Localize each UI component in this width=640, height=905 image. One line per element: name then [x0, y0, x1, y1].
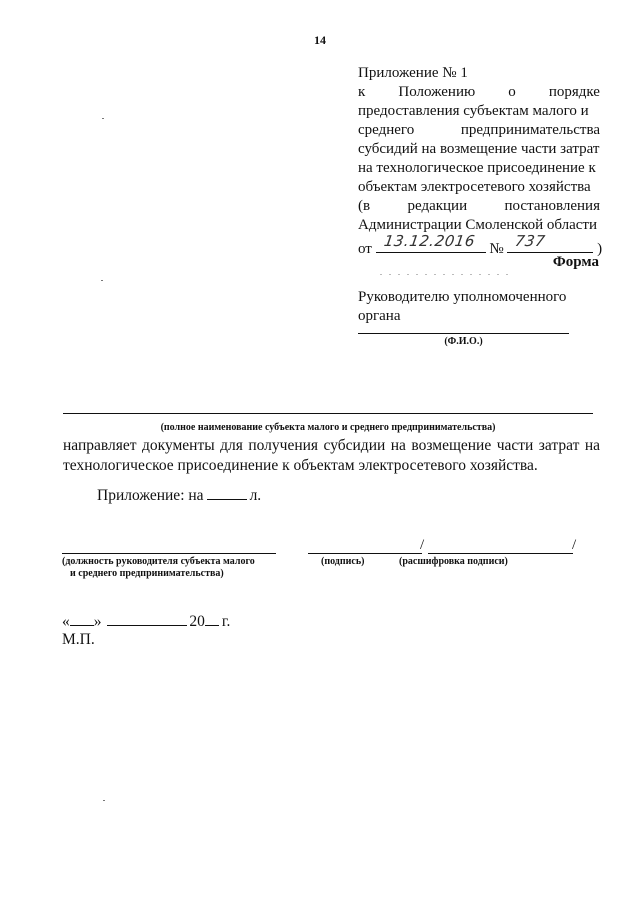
addressee-line-1: Руководителю уполномоченного [358, 289, 567, 305]
attachment-pages-blank [207, 487, 247, 500]
decoding-caption: (расшифровка подписи) [399, 556, 508, 567]
appendix-line-3: предоставления субъектам малого и [358, 103, 589, 119]
position-caption: (должность руководителя субъекта малого и среднего предпринимательства) [62, 556, 255, 579]
stamp-place-label: М.П. [62, 631, 95, 648]
fio-blank-line [358, 333, 569, 334]
body-text: направляет документы для получения субсидии на возмещение части затрат на технологическое присоединение к объектам электросетевого хозяйства. [63, 437, 600, 474]
appendix-title: Приложение № 1 [358, 65, 468, 81]
handwritten-date-field [376, 232, 486, 253]
handwritten-number: 737 [514, 232, 547, 250]
subject-name-caption: (полное наименование субъекта малого и среднего предпринимательства) [160, 422, 496, 433]
appendix-line-6: на технологическое присоединение к [358, 160, 596, 176]
signature-slash-left: / [420, 537, 425, 553]
appendix-line-7: объектам электросетевого хозяйства [358, 179, 591, 195]
year-blank [205, 613, 219, 626]
scan-speck [101, 280, 103, 281]
scan-speck [103, 800, 105, 801]
scan-noise [380, 274, 510, 275]
day-blank [70, 613, 94, 626]
signature-slash-right: / [572, 537, 577, 553]
appendix-line-4: среднего предпринимательства [358, 122, 600, 138]
signature-caption: (подпись) [321, 556, 365, 567]
page-number: 14 [314, 33, 326, 47]
handwritten-date: 13.12.2016 [382, 232, 476, 250]
addressee [358, 288, 600, 326]
form-label: Форма [552, 254, 599, 270]
appendix-line-2: к Положению о порядке [358, 84, 600, 100]
handwritten-number-field [507, 232, 593, 253]
subject-name-blank-line [63, 413, 593, 414]
appendix-header [358, 64, 603, 259]
signature-field [308, 538, 580, 554]
addressee-line-2: органа [358, 308, 401, 324]
appendix-line-5: субсидий на возмещение части затрат [358, 141, 600, 157]
signature-blank-line [308, 553, 422, 554]
position-blank-line [62, 553, 276, 554]
attachment-line: Приложение: на л. [97, 487, 262, 504]
appendix-date-line: от 13.12.2016 № 737 ) [358, 232, 603, 257]
month-blank [107, 613, 187, 626]
appendix-line-8: (в редакции постановления [358, 198, 600, 214]
signature-decoding-blank-line [428, 553, 573, 554]
fio-caption: (Ф.И.О.) [444, 336, 483, 347]
appendix-line-9: Администрации Смоленской области [358, 217, 597, 233]
date-line: « » 20 г. [62, 613, 231, 630]
scan-speck [102, 118, 104, 119]
